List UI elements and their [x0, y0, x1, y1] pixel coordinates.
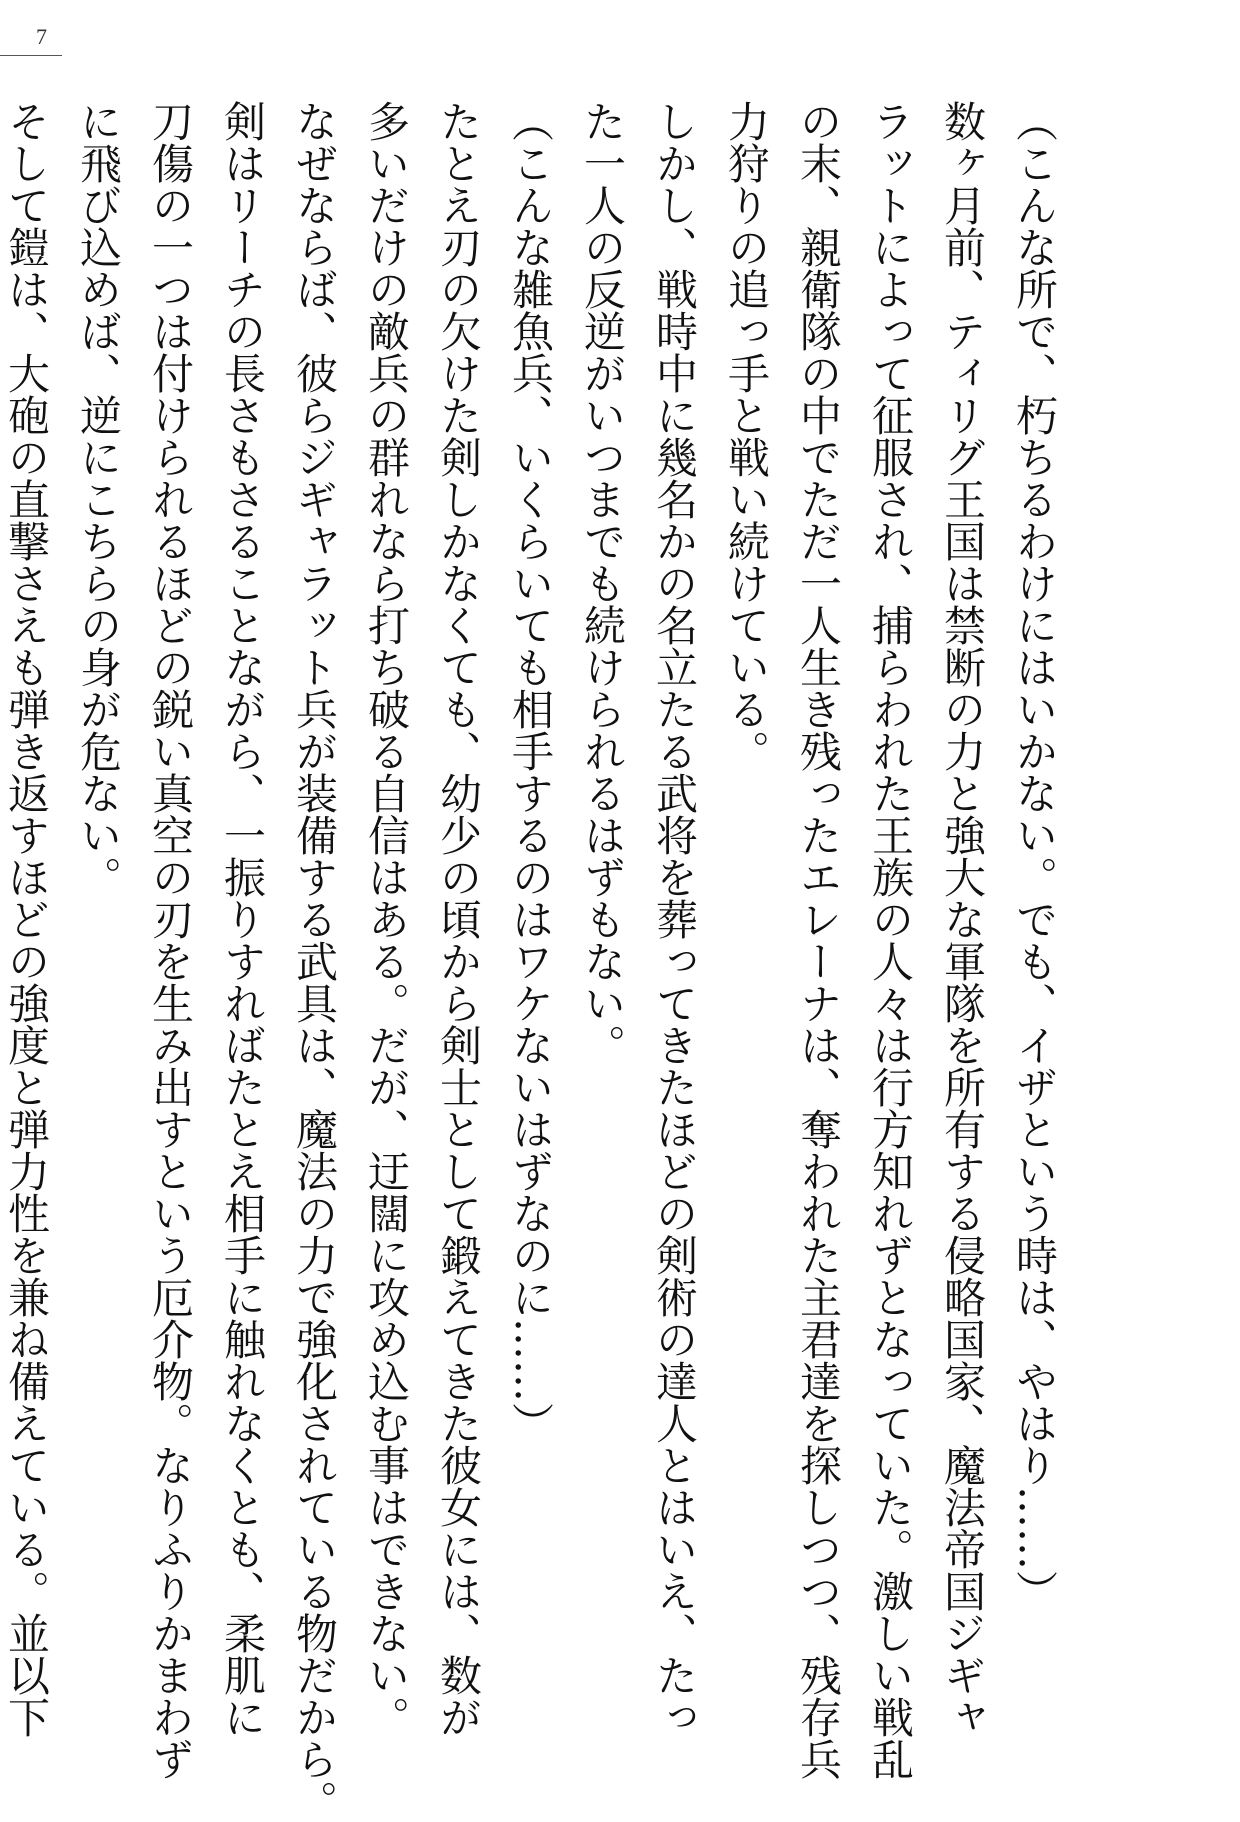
- text-line: たとえ刃の欠けた剣しかなくても、幼少の頃から剣士として鍛えてきた彼女には、数が: [434, 100, 483, 1738]
- text-line: た一人の反逆がいつまでも続けられるはずもない。: [578, 100, 627, 1066]
- text-line: 刀傷の一つは付けられるほどの鋭い真空の刃を生み出すという厄介物。なりふりかまわず: [146, 100, 195, 1780]
- page-number-rule: [0, 55, 62, 56]
- text-line: （こんな雑魚兵、いくらいても相手するのはワケないはずなのに……）: [506, 100, 555, 1444]
- text-line: 力狩りの追っ手と戦い続けている。: [722, 100, 771, 772]
- page-number: 7: [36, 24, 47, 49]
- text-line: の末、親衛隊の中でただ一人生き残ったエレーナは、奪われた主君達を探しつつ、残存兵: [794, 100, 843, 1780]
- text-line: そして鎧は、大砲の直撃さえも弾き返すほどの強度と弾力性を兼ね備えている。並以下: [2, 100, 51, 1738]
- text-line: （こんな所で、朽ちるわけにはいかない。でも、イザという時は、やはり……）: [1010, 100, 1059, 1612]
- text-line: に飛び込めば、逆にこちらの身が危ない。: [74, 100, 123, 898]
- text-line: なぜならば、彼らジギャラット兵が装備する武具は、魔法の力で強化されている物だから。: [290, 100, 339, 1822]
- novel-text-body: [0, 100, 1070, 1822]
- text-line: 数ヶ月前、ティリグ王国は禁断の力と強大な軍隊を所有する侵略国家、魔法帝国ジギャ: [938, 100, 987, 1738]
- text-line: ラットによって征服され、捕らわれた王族の人々は行方知れずとなっていた。激しい戦乱: [866, 100, 915, 1780]
- text-line: しかし、戦時中に幾名かの名立たる武将を葬ってきたほどの剣術の達人とはいえ、たっ: [650, 100, 699, 1738]
- text-line: 多いだけの敵兵の群れなら打ち破る自信はある。だが、迂闊に攻め込む事はできない。: [362, 100, 411, 1738]
- text-line: 剣はリーチの長さもさることながら、一振りすればたとえ相手に触れなくとも、柔肌に: [218, 100, 267, 1738]
